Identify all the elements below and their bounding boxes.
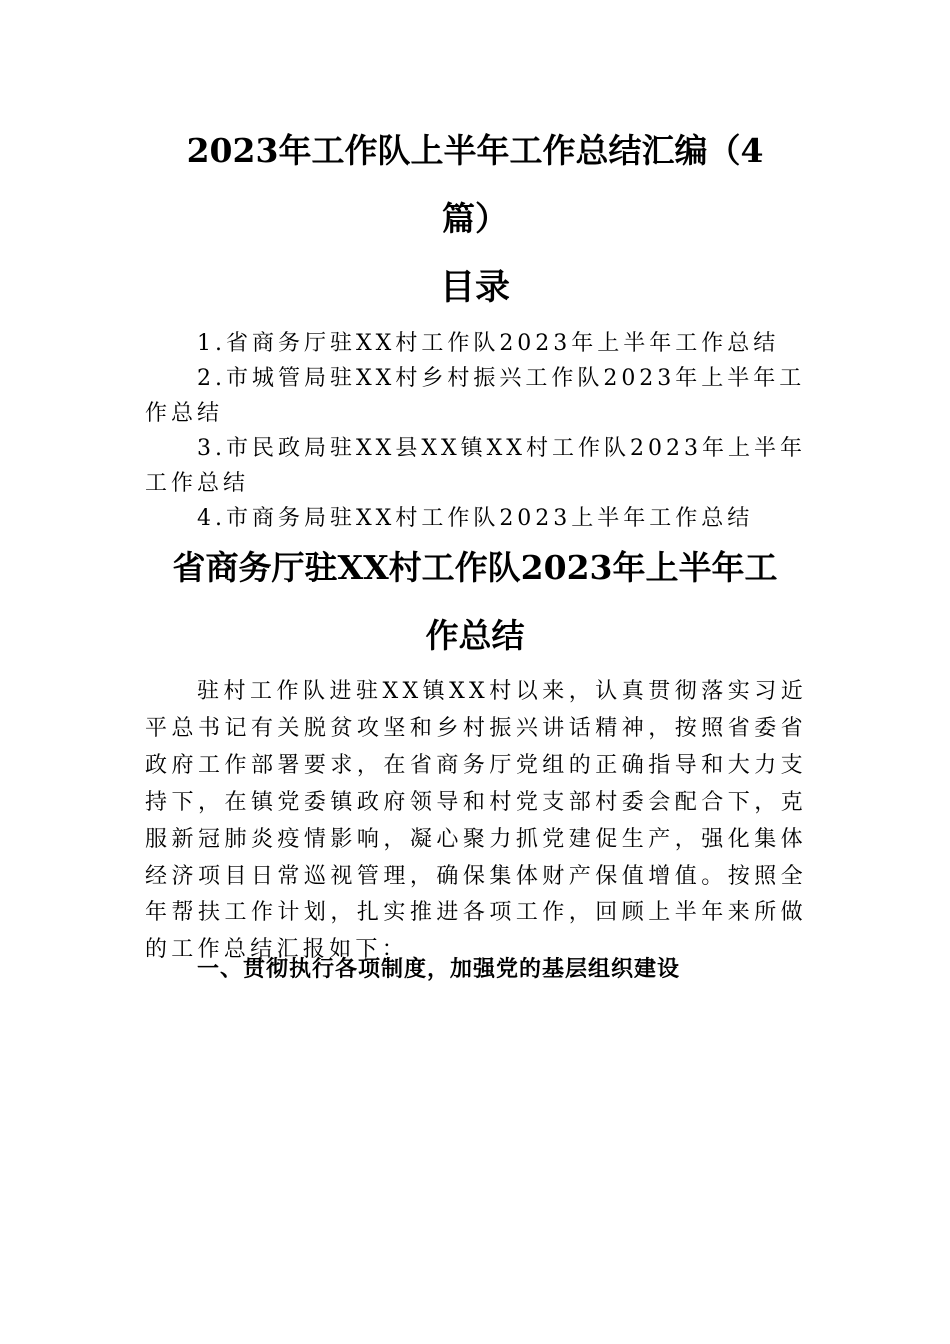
- sub-heading: 一、贯彻执行各项制度，加强党的基层组织建设: [197, 957, 681, 982]
- toc-item-1: 1.省商务厅驻XX村工作队2023年上半年工作总结: [197, 331, 780, 356]
- section-title-line-1: 省商务厅驻XX村工作队2023年上半年工: [172, 548, 778, 587]
- section-title-line-2: 作总结: [425, 616, 525, 655]
- toc-item-4: 4.市商务局驻XX村工作队2023上半年工作总结: [197, 506, 754, 531]
- toc-heading: 目录: [439, 267, 510, 308]
- toc-item-3: 3.市民政局驻XX县XX镇XX村工作队2023年上半年工作总结: [145, 436, 806, 496]
- body-paragraph: 驻村工作队进驻XX镇XX村以来，认真贯彻落实习近平总书记有关脱贫攻坚和乡村振兴讲话精神，按照省委省政府工作部署要求，在省商务厅党组的正确指导和大力支持下，在镇党委镇政府领导和村党支部村委会配合下，克服新冠肺炎疫情影响，凝心聚力抓党建促生产，强化集体经济项目日常巡视管理，确保集体财产保值增值。按照全年帮扶工作计划，扎实推进各项工作，回顾上半年来所做的工作总结汇报如下：: [145, 679, 807, 963]
- document-title-line-1: 2023年工作队上半年工作总结汇编（4: [186, 131, 764, 170]
- document-title-line-2: 篇）: [442, 199, 508, 238]
- toc-item-2: 2.市城管局驻XX村乡村振兴工作队2023年上半年工作总结: [145, 366, 806, 426]
- table-of-contents: [145, 326, 807, 536]
